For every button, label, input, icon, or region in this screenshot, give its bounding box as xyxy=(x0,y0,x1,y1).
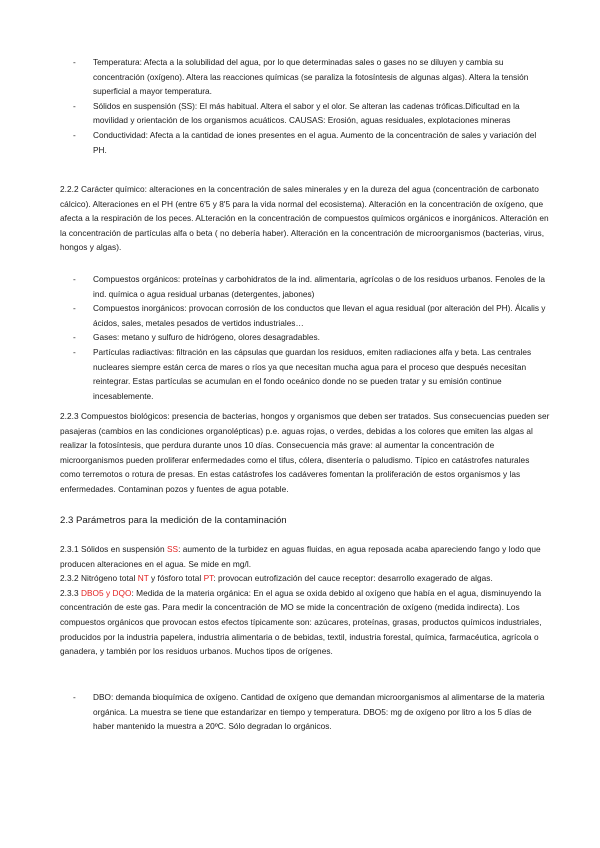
list-item: - Compuestos inorgánicos: provocan corrosión de los conductos que llevan el agua residual (por alteración del PH). Álcalis y ácidos, sales, metales pesados de vertidos industriales… xyxy=(73,303,546,328)
section-2-2-3 xyxy=(60,409,550,497)
list-item: - DBO: demanda bioquímica de oxígeno. Cantidad de oxígeno que demandan microorganismos al alimentarse de la materia orgánica. La muestra se tiene que estandarizar en tiempo y temperatura. DBO5: mg de oxígeno por litro a los 5 días de haber mantenido la muestra a 20ºC. Sólo degradan lo orgánicos. xyxy=(73,692,545,732)
list-item: - Compuestos orgánicos: proteínas y carbohidratos de la ind. alimentaria, agrícolas o de los residuos urbanos. Fenoles de la ind. química o agua residual urbanas (detergentes, jabones) xyxy=(73,274,545,299)
chemical-compounds-list xyxy=(60,272,550,403)
section-heading: 2.3 Parámetros para la medición de la contaminación xyxy=(60,515,287,526)
list-item: - Temperatura: Afecta a la solubilidad del agua, por lo que determinadas sales o gases no se diluyen y cambia su concentración (oxígeno). Altera las reacciones químicas (se paraliza la fotosíntesis de algunas algas). Altera la tensión superficial a mayor temperatura. xyxy=(73,57,529,97)
list-item: - Conductividad: Afecta a la cantidad de iones presentes en el agua. Aumento de la concentración de sales y variación del PH. xyxy=(73,129,537,155)
list-item: - Sólidos en suspensión (SS): El más habitual. Altera el sabor y el olor. Se alteran las cadenas tróficas.Dificultad en la movilidad y orientación de los organismos acuáticos. CAUSAS: Erosión, aguas residuales, explotaciones mineras xyxy=(73,100,520,126)
section-2-3 xyxy=(60,514,550,528)
paragraph-2-3-3: 2.3.3 DBO5 y DQO: Medida de la materia orgánica: En el agua se oxida debido al oxígeno que había en el agua, disminuyendo la concentración de este gas. Para medir la concentración de MO se mide la concentración de oxígeno (medida indirecta). Los compuestos orgánicos que provocan estos efectos típicamente son: azúcares, proteínas, grasas, productos químicos industriales, producidos por la industria papelera, industria alimentaria o de bebidas, textil, industria forestal, química, farmacéutica, agrícola o ganadera, y también por los residuos urbanos. Muchos tipos de orígenes. xyxy=(60,587,542,657)
paragraph-2-3-1: 2.3.1 Sólidos en suspensión SS: aumento de la turbidez en aguas fluidas, en agua reposada acaba apareciendo fango y lodo que producen alteraciones en el agua. Se mide en mg/l. xyxy=(60,544,541,569)
list-item: - Gases: metano y sulfuro de hidrógeno, olores desagradables. xyxy=(73,332,320,343)
paragraph-chemical: 2.2.2 Carácter químico: alteraciones en la concentración de sales minerales y en la dureza del agua (concentración de carbonato cálcico). Alteraciones en el PH (entre 6'5 y 8'5 para la vida normal del ecosistema). Alteración en la concentración de oxígeno, que afecta a la respiración de los peces. ALteración en la concentración de compuestos químicos orgánicos e inorgánicos. Alteración en la concentración de partículas alfa o beta ( no debería haber). Alteración en la concentración de microorganismos (bacterias, virus, hongos y algas). xyxy=(60,184,549,253)
section-2-3-params xyxy=(60,542,550,659)
dbo-list xyxy=(60,690,550,734)
list-item: - Partículas radiactivas: filtración en las cápsulas que guardan los residuos, emiten radiaciones alfa y beta. Las centrales nucleares siempre están cerca de mares o ríos ya que necesitan mucha agua para el proceso que después necesitan reintegrar. Estas partículas se acumulan en el fondo oceánico donde no se pueden tratar y su emisión continue incesablemente. xyxy=(73,346,532,401)
paragraph-2-3-2: 2.3.2 Nitrógeno total NT y fósforo total PT: provocan eutrofización del cauce receptor: desarrollo exagerado de algas. xyxy=(60,573,493,584)
section-2-2-2 xyxy=(60,182,550,255)
paragraph-biological: 2.2.3 Compuestos biológicos: presencia de bacterias, hongos y organismos que deben ser tratados. Sus consecuencias pueden ser pasajeras (cambios en las condiciones organolépticas) p.e. aguas rojas, o verdes, debidas a los colores que emiten las algas al realizar la fotosíntesis, que perdura durante unos 10 días. Consecuencia más grave: al aumentar la concentración de microorganismos pueden proliferar enfermedades como el tifus, cólera, disentería o paludismo. Típico en catástrofes naturales como terremotos o rotura de presas. En estas catástrofes los cadáveres fomentan la proliferación de estos organismos y las enfermedades. Contaminan pozos y fuentes de agua potable. xyxy=(60,411,550,494)
physical-parameters-list xyxy=(60,55,550,157)
